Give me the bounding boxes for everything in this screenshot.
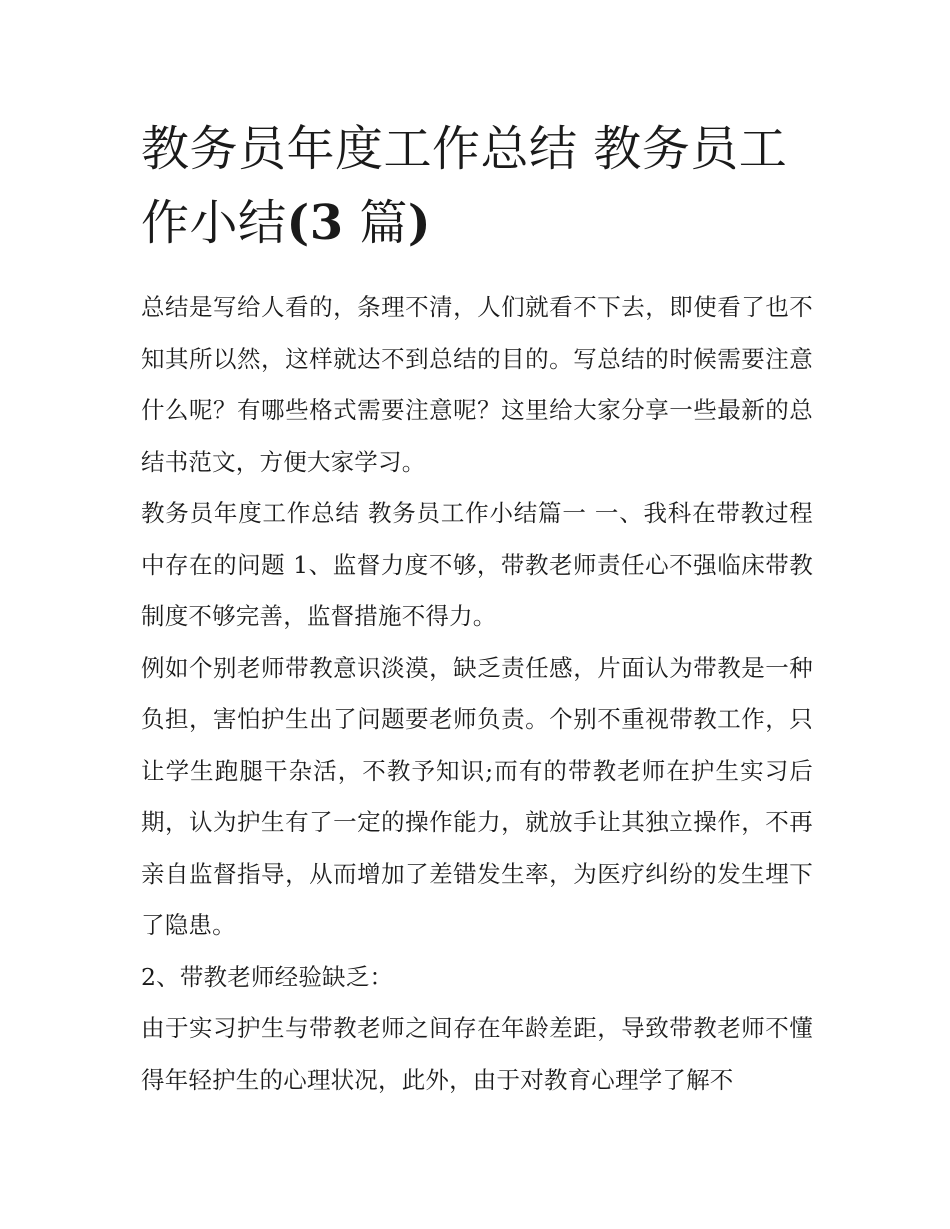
document-page (141, 112, 813, 1106)
title-line-2-text: 作小结 (141, 195, 287, 251)
paragraph-problem-2: 由于实习护生与带教老师之间存在年龄差距，导致带教老师不懂得年轻护生的心理状况，此外，由于对教育心理学了解不 (141, 1014, 813, 1094)
paragraph-heading-2: 2、带教老师经验缺乏： (141, 962, 394, 991)
title-line-2-close: ) (407, 195, 432, 251)
paragraph-example: 例如个别老师带教意识淡漠，缺乏责任感，片面认为带教是一种负担，害怕护生出了问题要老师负责。个别不重视带教工作，只让学生跑腿干杂活，不教予知识;而有的带教老师在护生实习后期，认为护生有了一定的操作能力，就放手让其独立操作，不再亲自监督指导，从而增加了差错发生率，为医疗纠纷的发生埋下了隐患。 (141, 653, 813, 939)
title-line-1: 教务员年度工作总结 教务员工 (141, 121, 788, 177)
title-line-2-count: 篇 (343, 195, 408, 251)
paragraph-problem-1: 教务员年度工作总结 教务员工作小结篇一 一、我科在带教过程中存在的问题 1、监督力度不够，带教老师责任心不强临床带教制度不够完善，监督措施不得力。 (141, 499, 813, 630)
title-line-2-open: (3 (286, 195, 344, 251)
paragraph-intro: 总结是写给人看的，条理不清，人们就看不下去，即使看了也不知其所以然，这样就达不到总结的目的。写总结的时候需要注意什么呢？有哪些格式需要注意呢？这里给大家分享一些最新的总结书范文，方便大家学习。 (141, 293, 813, 476)
document-title (141, 112, 813, 260)
document-body (141, 282, 813, 1106)
